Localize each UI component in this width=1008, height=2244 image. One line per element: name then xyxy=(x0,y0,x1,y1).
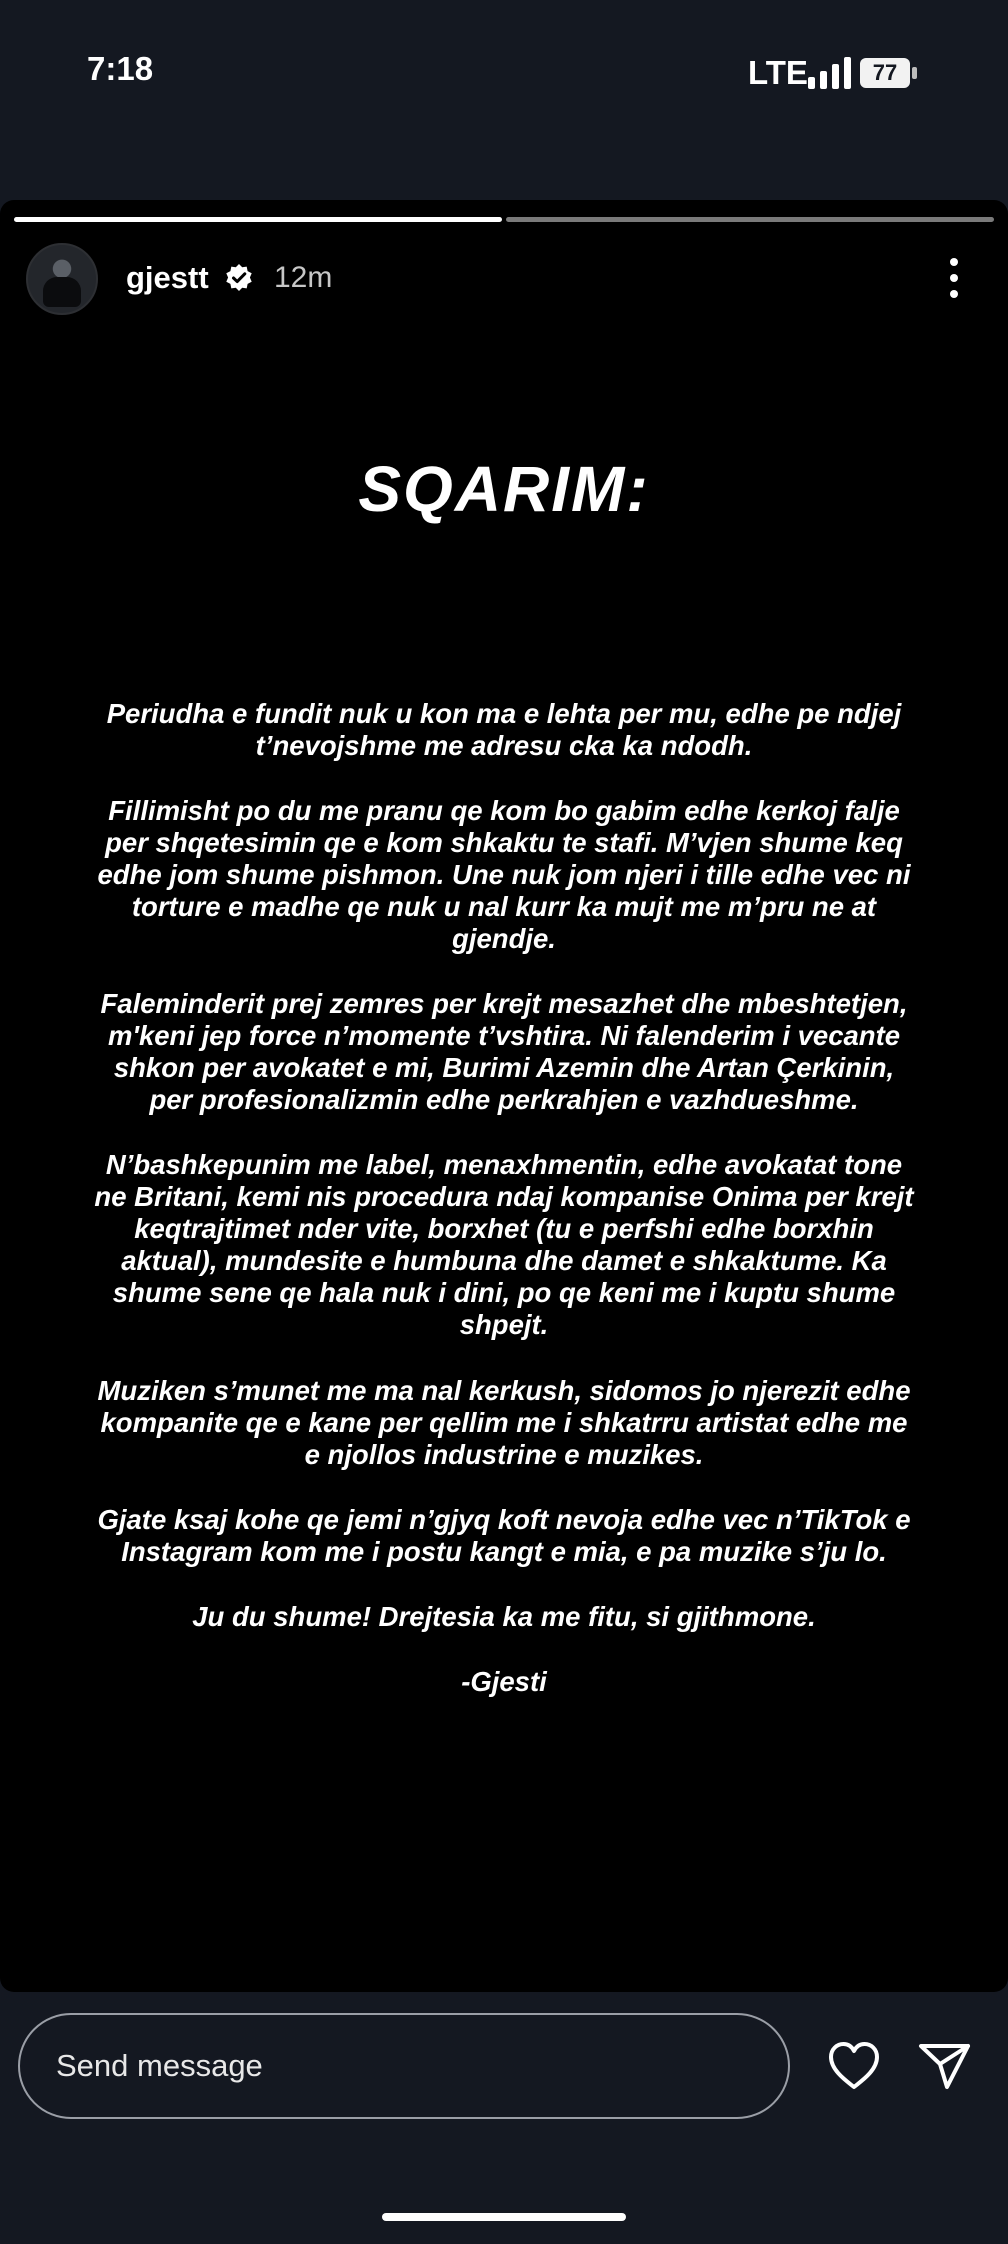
heart-icon[interactable] xyxy=(826,2040,882,2092)
battery-icon xyxy=(860,58,918,88)
send-message-input[interactable] xyxy=(18,2013,790,2119)
more-vertical-icon[interactable] xyxy=(946,256,962,300)
story-title: SQARIM: xyxy=(358,453,650,525)
story-paragraph-1: Periudha e fundit nuk u kon ma e lehta per mu, edhe pe ndjej t’nevojshme me adresu cka ka ndodh. xyxy=(106,698,902,761)
story-paragraph-7: Ju du shume! Drejtesia ka me fitu, si gjithmone. xyxy=(192,1601,816,1632)
story-progress-segment-1 xyxy=(14,217,502,222)
story-username[interactable]: gjestt xyxy=(126,260,209,295)
signal-strength-icon xyxy=(808,57,852,89)
story-paragraph-4: N’bashkepunim me label, menaxhmentin, edhe avokatat tone ne Britani, kemi nis procedura ndaj kompanise Onima per krejt keqtrajtimet nder vite, borxhet (tu e perfshi edhe borxhin aktual), mundesite e humbuna dhe damet e shkaktume. Ka shume sene qe hala nuk i dini, po qe keni me i kuptu shume shpejt. xyxy=(94,1149,914,1340)
home-indicator[interactable] xyxy=(382,2213,626,2221)
story-signature: -Gjesti xyxy=(461,1666,547,1697)
status-bar xyxy=(0,0,1008,150)
story-paragraph-3: Faleminderit prej zemres per krejt mesazhet dhe mbeshtetjen, m'keni jep force n’momente t’vshtira. Ni falenderim i vecante shkon per avokatet e mi, Burimi Azemin dhe Artan Çerkinin, per profesionalizmin edhe perkrahjen e vazhdueshme. xyxy=(100,988,908,1115)
network-type: LTE xyxy=(748,54,808,91)
story-progress-segment-2 xyxy=(506,217,994,222)
battery-tip xyxy=(912,67,917,79)
send-icon[interactable] xyxy=(916,2040,972,2092)
verified-badge-icon xyxy=(224,263,254,293)
story-paragraph-2: Fillimisht po du me pranu qe kom bo gabim edhe kerkoj falje per shqetesimin qe e kom shkaktu te stafi. M’vjen shume keq edhe jom shume pishmon. Une nuk jom njeri i tille edhe vec ni torture e madhe qe nuk u nal kurr ka mujt me m’pru ne at gjendje. xyxy=(97,795,911,954)
story-age: 12m xyxy=(274,261,333,294)
status-time: 7:18 xyxy=(87,50,154,87)
story-paragraph-6: Gjate ksaj kohe qe jemi n’gjyq koft nevoja edhe vec n’TikTok e Instagram kom me i postu kangt e mia, e pa muzike s’ju lo. xyxy=(97,1504,911,1567)
battery-level: 77 xyxy=(860,58,910,88)
story-paragraph-5: Muziken s’munet me ma nal kerkush, sidomos jo njerezit edhe kompanite qe e kane per qellim me i shkatrru artistat edhe me e njollos industrine e muzikes. xyxy=(97,1375,911,1470)
story-viewer[interactable] xyxy=(0,200,1008,1992)
avatar[interactable] xyxy=(26,243,98,315)
